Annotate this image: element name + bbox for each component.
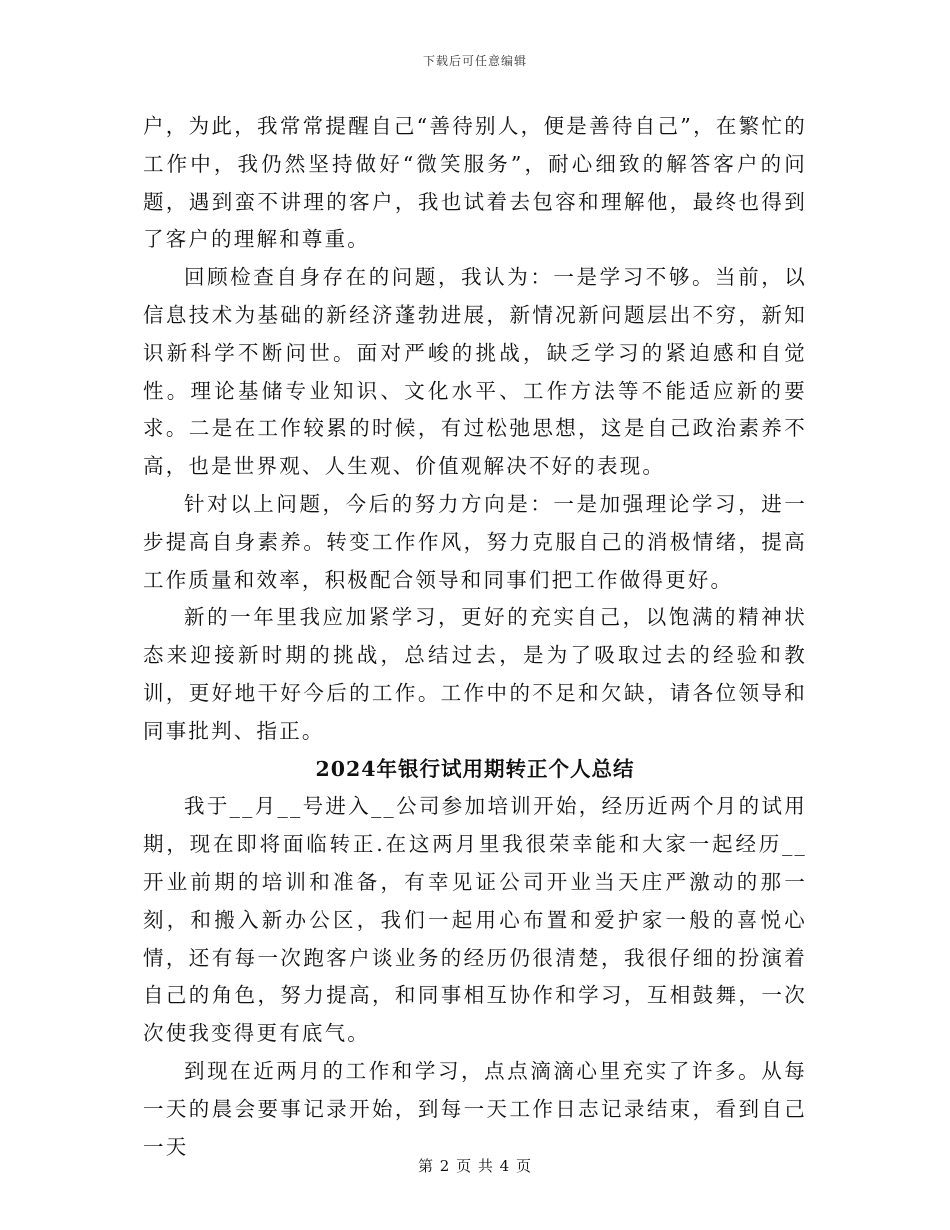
paragraph-2: 回顾检查自身存在的问题，我认为：一是学习不够。当前，以信息技术为基础的新经济蓬勃进展，新情况新问题层出不穷，新知识新科学不断问世。面对严峻的挑战，缺乏学习的紧迫感和自觉性。理论基储专业知识、文化水平、工作方法等不能适应新的要求。二是在工作较累的时候，有过松弛思想，这是自己政治素养不高，也是世界观、人生观、价值观解决不好的表现。	[143, 265, 807, 479]
document-body	[143, 108, 807, 1166]
paragraph-5: 我于__月__号进入__公司参加培训开始，经历近两个月的试用期，现在即将面临转正.在这两月里我很荣幸能和大家一起经历__开业前期的培训和准备，有幸见证公司开业当天庄严激动的那一刻，和搬入新办公区，我们一起用心布置和爱护家一般的喜悦心情，还有每一次跑客户谈业务的经历仍很清楚，我很仔细的扮演着自己的角色，努力提高，和同事相互协作和学习，互相鼓舞，一次次使我变得更有底气。	[143, 794, 807, 1046]
page-header: 下载后可任意编辑	[422, 54, 527, 68]
paragraph-4: 新的一年里我应加紧学习，更好的充实自己，以饱满的精神状态来迎接新时期的挑战，总结过去，是为了吸取过去的经验和教训，更好地干好今后的工作。工作中的不足和欠缺，请各位领导和同事批判、指正。	[143, 605, 807, 743]
paragraph-3: 针对以上问题，今后的努力方向是：一是加强理论学习，进一步提高自身素养。转变工作作风，努力克服自己的消极情绪，提高工作质量和效率，积极配合领导和同事们把工作做得更好。	[143, 491, 807, 592]
paragraph-1: 户，为此，我常常提醒自己“善待别人，便是善待自己”，在繁忙的工作中，我仍然坚持做好“微笑服务”，耐心细致的解答客户的问题，遇到蛮不讲理的客户，我也试着去包容和理解他，最终也得到了客户的理解和尊重。	[143, 114, 807, 252]
section-title: 2024年银行试用期转正个人总结	[315, 756, 635, 781]
paragraph-6: 到现在近两月的工作和学习，点点滴滴心里充实了许多。从每一天的晨会要事记录开始，到每一天工作日志记录结束，看到自己一天	[143, 1058, 807, 1159]
page-footer: 第 2 页 共 4 页	[418, 1157, 532, 1175]
